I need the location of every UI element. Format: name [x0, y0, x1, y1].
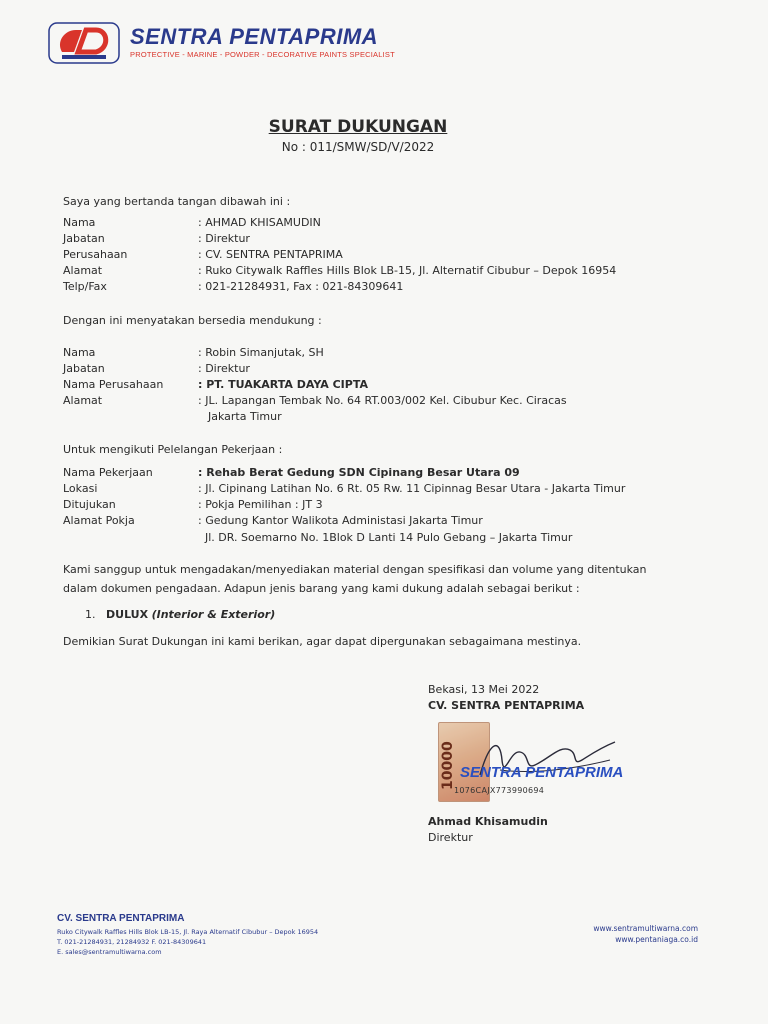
field-value: : Jl. Cipinang Latihan No. 6 Rt. 05 Rw. 11 Cipinnag Besar Utara - Jakarta Timur [198, 482, 626, 495]
field-label: Perusahaan [63, 248, 128, 261]
statement-line: dalam dokumen pengadaan. Adapun jenis barang yang kami dukung adalah sebagai berikut : [63, 582, 580, 595]
tender-intro-text: Untuk mengikuti Pelelangan Pekerjaan : [63, 443, 283, 456]
field-value: : Robin Simanjutak, SH [198, 346, 324, 359]
stamp-serial: 1076CAJX773990694 [454, 786, 545, 795]
field-label: Ditujukan [63, 498, 116, 511]
field-value: : Rehab Berat Gedung SDN Cipinang Besar Utara 09 [198, 466, 520, 479]
list-item-note: (Interior & Exterior) [151, 608, 276, 621]
field-value: : JL. Lapangan Tembak No. 64 RT.003/002 Kel. Cibubur Kec. Ciracas [198, 394, 567, 407]
company-name: SENTRA PENTAPRIMA [130, 24, 379, 49]
field-label: Alamat [63, 394, 103, 407]
footer-website[interactable]: www.sentramultiwarna.com [593, 924, 698, 933]
field-value: : CV. SENTRA PENTAPRIMA [198, 248, 343, 261]
list-item-number: 1. [85, 608, 96, 621]
field-label: Nama Perusahaan [63, 378, 164, 391]
pentaprima-logo-icon [48, 22, 120, 64]
field-label: Jabatan [63, 232, 105, 245]
field-value: : Ruko Citywalk Raffles Hills Blok LB-15, Jl. Alternatif Cibubur – Depok 16954 [198, 264, 617, 277]
closing-text: Demikian Surat Dukungan ini kami berikan, agar dapat dipergunakan sebagaimana mestinya. [63, 635, 582, 648]
signature-company: CV. SENTRA PENTAPRIMA [428, 699, 585, 712]
list-item-brand: DULUX [106, 608, 149, 621]
place-date: Bekasi, 13 Mei 2022 [428, 683, 540, 696]
field-label: Telp/Fax [63, 280, 107, 293]
field-value: : Pokja Pemilihan : JT 3 [198, 498, 323, 511]
field-label: Lokasi [63, 482, 98, 495]
intro-text: Saya yang bertanda tangan dibawah ini : [63, 195, 291, 208]
footer-company: CV. SENTRA PENTAPRIMA [57, 913, 185, 924]
footer-address: Ruko Citywalk Raffles Hills Blok LB-15, Jl. Raya Alternatif Cibubur – Depok 16954 [57, 928, 319, 936]
field-value: : PT. TUAKARTA DAYA CIPTA [198, 378, 368, 391]
field-label: Alamat [63, 264, 103, 277]
field-value: : Direktur [198, 232, 250, 245]
field-label: Alamat Pokja [63, 514, 135, 527]
support-intro-text: Dengan ini menyatakan bersedia mendukung : [63, 314, 322, 327]
footer-email: E. sales@sentramultiwarna.com [57, 948, 162, 956]
field-label: Nama [63, 216, 96, 229]
field-value: : 021-21284931, Fax : 021-84309641 [198, 280, 404, 293]
company-seal: SENTRA PENTAPRIMA [460, 764, 624, 781]
stamp-value: 10000 [440, 741, 456, 790]
handwritten-signature-icon [440, 730, 640, 790]
field-label: Nama [63, 346, 96, 359]
statement-line: Kami sanggup untuk mengadakan/menyediakan material dengan spesifikasi dan volume yang ditentukan [63, 563, 647, 576]
document-title: SURAT DUKUNGAN [268, 117, 448, 137]
footer-phone: T. 021-21284931, 21284932 F. 021-84309641 [57, 938, 207, 946]
field-value: : AHMAD KHISAMUDIN [198, 216, 321, 229]
company-tagline: PROTECTIVE - MARINE - POWDER - DECORATIVE PAINTS SPECIALIST [130, 50, 395, 59]
field-value: : Gedung Kantor Walikota Administasi Jakarta Timur [198, 514, 483, 527]
document-number: No : 011/SMW/SD/V/2022 [281, 140, 435, 154]
field-label: Nama Pekerjaan [63, 466, 153, 479]
field-value-continued: Jakarta Timur [208, 410, 282, 423]
signer-name: Ahmad Khisamudin [428, 815, 548, 828]
signer-position: Direktur [428, 831, 473, 844]
field-label: Jabatan [63, 362, 105, 375]
list-item [85, 607, 275, 623]
footer-website[interactable]: www.pentaniaga.co.id [615, 935, 698, 944]
field-value-continued: Jl. DR. Soemarno No. 1Blok D Lanti 14 Pulo Gebang – Jakarta Timur [205, 531, 573, 544]
field-value: : Direktur [198, 362, 250, 375]
